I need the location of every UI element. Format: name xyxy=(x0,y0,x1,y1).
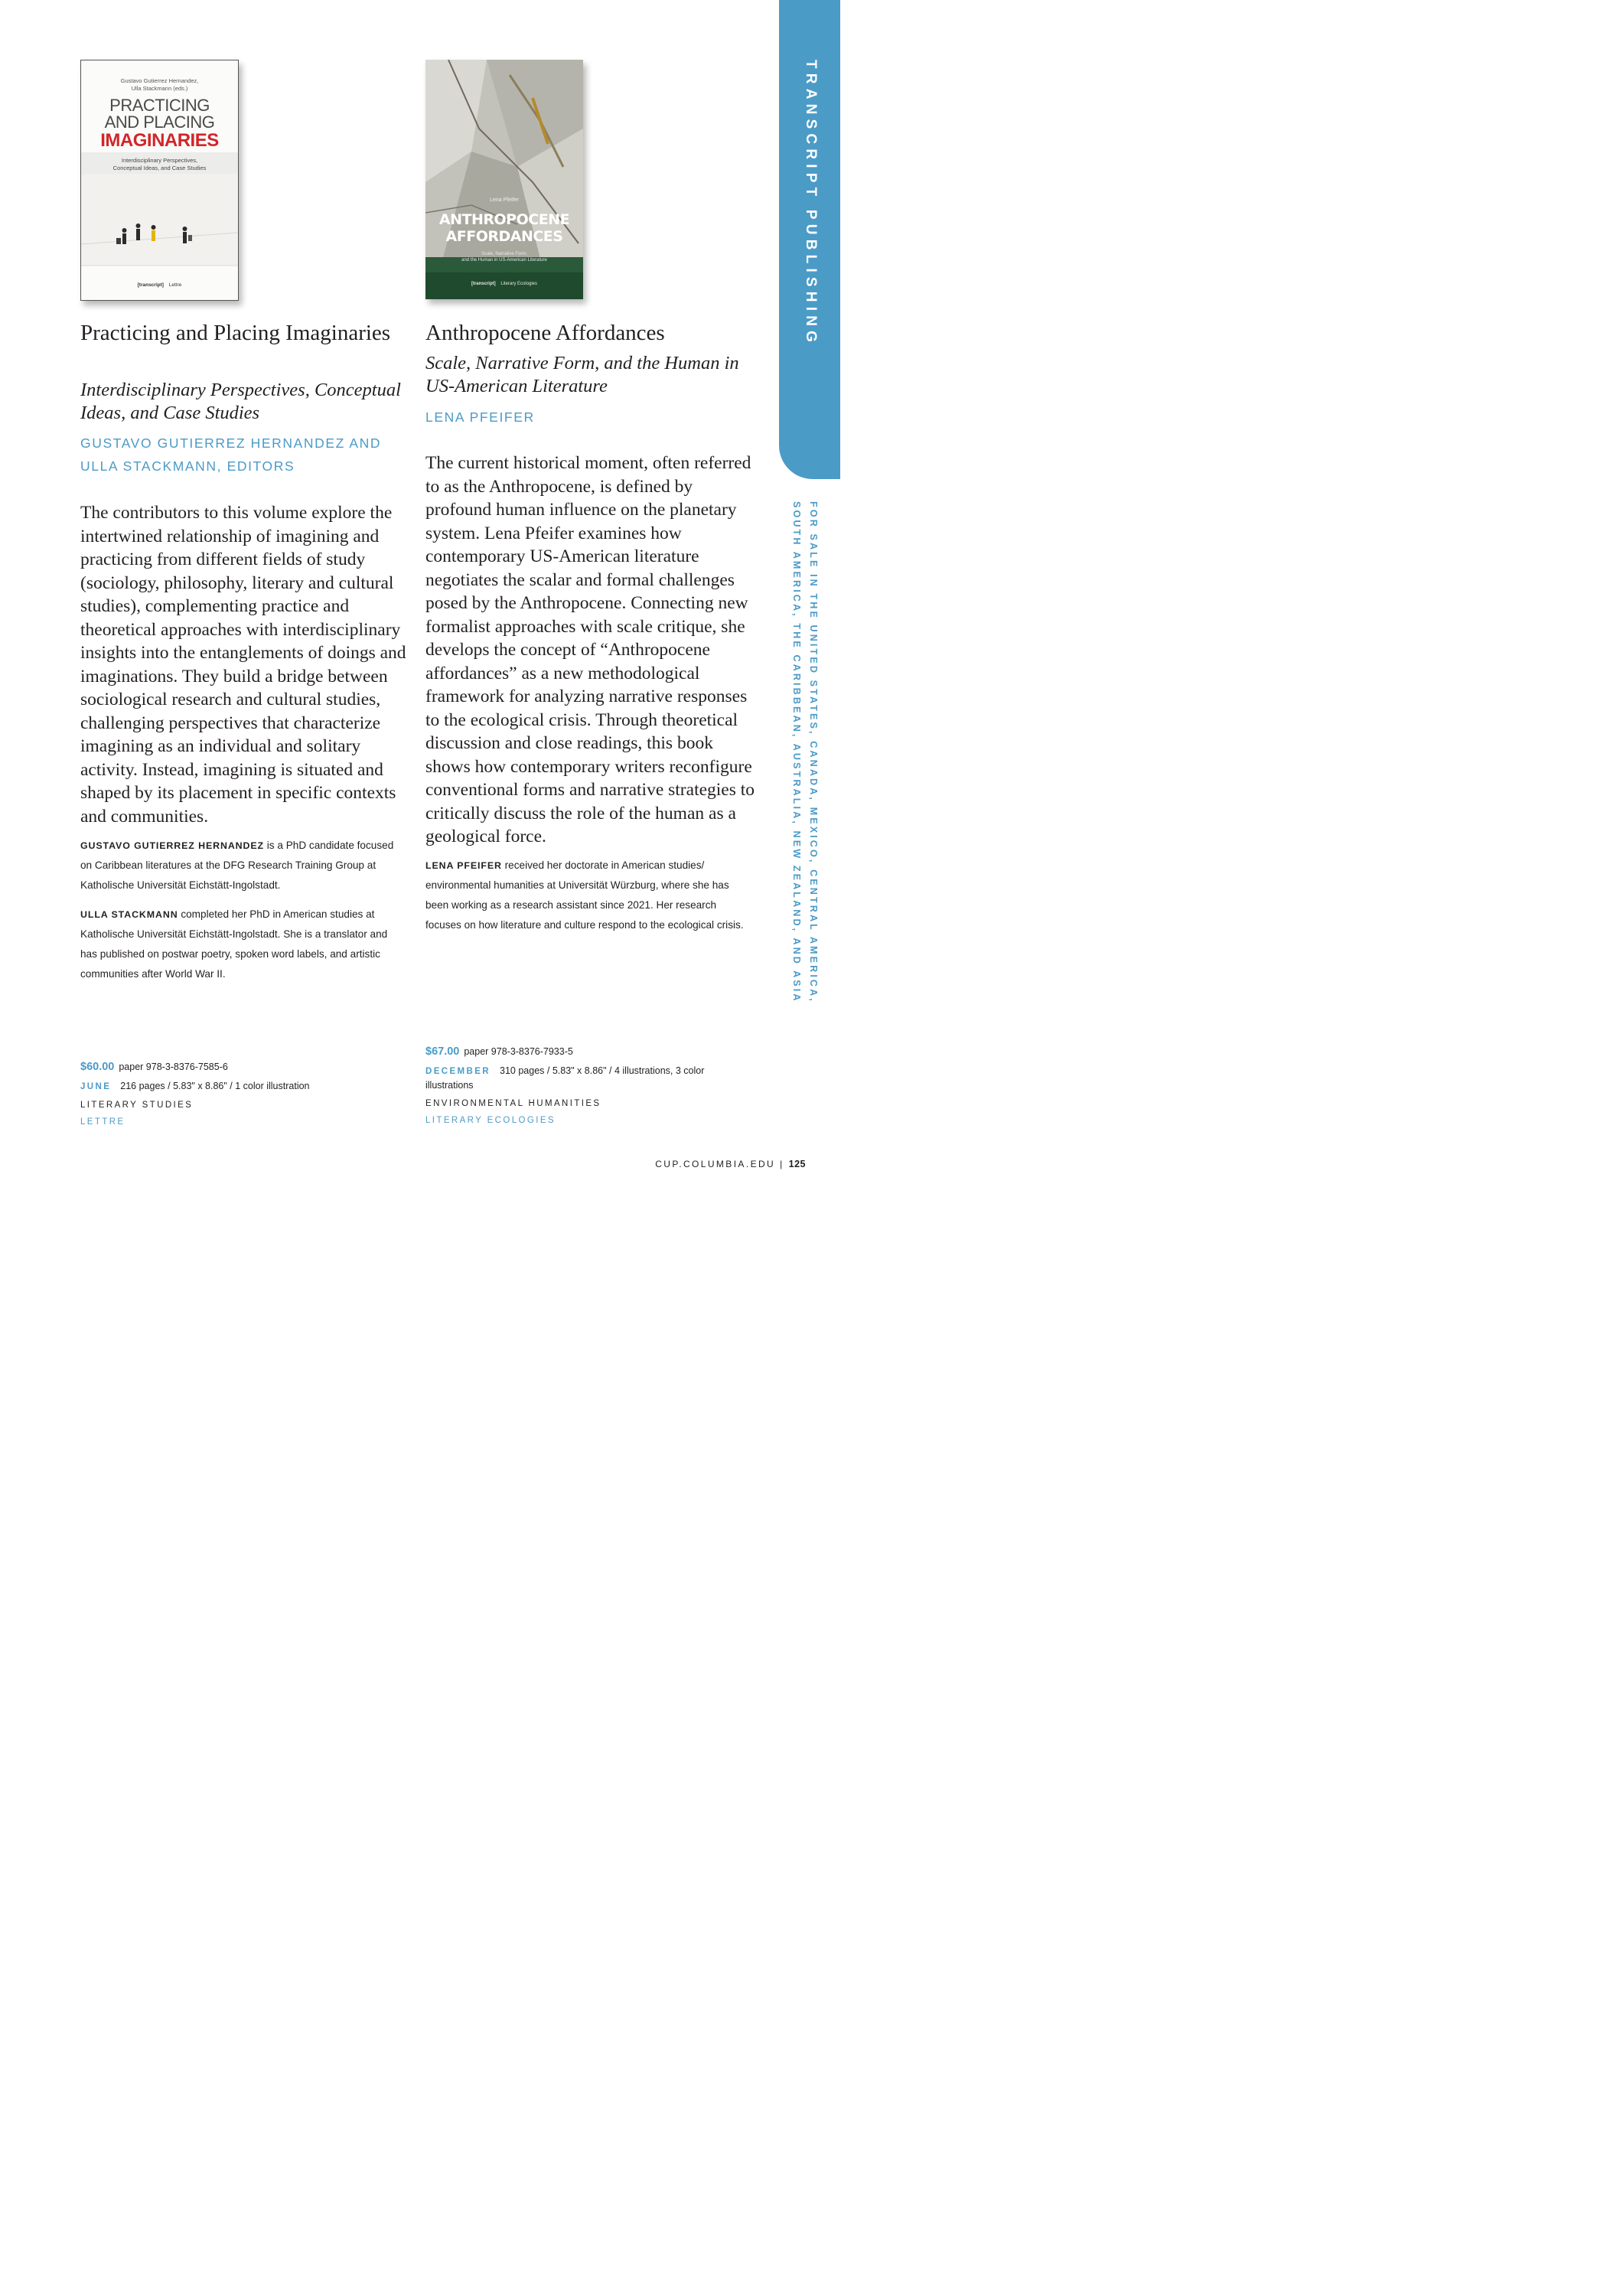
author-bio-name: LENA PFEIFER xyxy=(425,860,502,871)
book-price: $67.00 xyxy=(425,1045,460,1058)
book-cover-anthropocene-affordances[interactable] xyxy=(425,60,583,299)
author-bio-text: completed her PhD in American studies at Katholische Universität Eichstätt-Ingolstadt. She is a translator and has published on postwar poetry, spoken word labels, and artistic communities after World War II. xyxy=(80,908,388,980)
cover-series: Literary Ecologies xyxy=(500,282,538,286)
cover-title-line-2: AFFORDANCES xyxy=(445,228,563,245)
book-series[interactable]: LITERARY ECOLOGIES xyxy=(425,1116,556,1125)
book-format-isbn: paper 978-3-8376-7585-6 xyxy=(119,1062,228,1072)
cover-art xyxy=(425,60,583,299)
book-format-isbn: paper 978-3-8376-7933-5 xyxy=(464,1046,573,1057)
footer-separator: | xyxy=(780,1159,784,1169)
book-subject: LITERARY STUDIES xyxy=(80,1101,194,1110)
pub-month: DECEMBER xyxy=(425,1067,491,1076)
price-line xyxy=(425,1045,747,1058)
book-authors: GUSTAVO GUTIERREZ HERNANDEZ AND ULLA STACKMANN, EDITORS xyxy=(80,435,382,474)
territory-notice: FOR SALE IN THE UNITED STATES, CANADA, MEXICO, CENTRAL AMERICA, SOUTH AMERICA, THE CARIBBEAN, AUSTRALIA, NEW ZEALAND, AND ASIA xyxy=(791,501,819,1003)
cover-title-line-3: IMAGINARIES xyxy=(100,130,219,151)
footer-website[interactable]: CUP.COLUMBIA.EDU xyxy=(655,1159,776,1169)
page-footer xyxy=(655,1159,806,1169)
book-subtitle: Scale, Narrative Form, and the Human in US-American Literature xyxy=(425,353,739,396)
pub-info-line xyxy=(425,1064,747,1092)
section-tab-label: TRANSCRIPT PUBLISHING xyxy=(803,60,819,347)
cover-subtitle-line-1: Interdisciplinary Perspectives, xyxy=(121,157,198,164)
cover-subtitle-line-1: Scale, Narrative Form, xyxy=(481,252,527,256)
page-number: 125 xyxy=(788,1159,806,1169)
cover-series: Lettre xyxy=(168,282,182,288)
book-subject: ENVIRONMENTAL HUMANITIES xyxy=(425,1099,601,1108)
book-subtitle: Interdisciplinary Perspectives, Conceptual Ideas, and Case Studies xyxy=(80,380,401,423)
book-metadata xyxy=(425,1045,747,1125)
cover-author: Lena Pfeifer xyxy=(490,197,519,203)
cover-subtitle-line-2: Conceptual Ideas, and Case Studies xyxy=(112,165,207,171)
price-line xyxy=(80,1061,402,1073)
cover-editors-2: Ulla Stackmann (eds.) xyxy=(131,85,188,92)
cover-editors: Gustavo Gutierrez Hernandez, xyxy=(120,77,199,84)
book-specs: 310 pages / 5.83" x 8.86" / 4 illustrations, 3 color illustrations xyxy=(425,1065,705,1091)
book-price: $60.00 xyxy=(80,1061,115,1073)
book-description: The contributors to this volume explore the intertwined relationship of imagining and practicing from different fields of study (sociology, philosophy, literary and cultural studies), complementing practice and theoretical approaches with interdisciplinary insights into the entanglements of doings and imaginations. They build a bridge between sociological research and cultural studies, challenging perspectives that characterize imagining as an individual and solitary activity. Instead, imagining is situated and shaped by its placement in specific contexts and communities. xyxy=(80,503,406,827)
pub-month: JUNE xyxy=(80,1082,112,1091)
cover-title-line-1: PRACTICING xyxy=(109,96,210,115)
cover-title-line-1: ANTHROPOCENE xyxy=(438,211,570,228)
author-bio xyxy=(80,905,402,984)
book-cover-practicing-placing-imaginaries[interactable] xyxy=(80,60,239,301)
book-title: Anthropocene Affordances xyxy=(425,321,665,345)
book-metadata xyxy=(80,1061,402,1127)
cover-subtitle-line-2: and the Human in US-American Literature xyxy=(461,258,547,263)
author-bio xyxy=(425,856,747,935)
author-bio xyxy=(80,836,402,895)
author-bio-text: received her doctorate in American studies/ environmental humanities at Universität Würzburg, where she has been working as a research assistant since 2021. Her research focuses on how literature and culture respond to the ecological crisis. xyxy=(425,859,744,931)
book-specs: 216 pages / 5.83" x 8.86" / 1 color illustration xyxy=(120,1081,310,1091)
cover-publisher-logo: [transcript] xyxy=(137,282,164,288)
author-bio-name: ULLA STACKMANN xyxy=(80,909,178,920)
book-authors: LENA PFEIFER xyxy=(425,409,535,425)
author-bio-text: is a PhD candidate focused on Caribbean literatures at the DFG Research Training Group at Katholische Universität Eichstätt-Ingolstadt. xyxy=(80,840,394,891)
book-description: The current historical moment, often referred to as the Anthropocene, is defined by profound human influence on the planetary system. Lena Pfeifer examines how contemporary US-American literature negotiates the scalar and formal challenges posed by the Anthropocene. Connecting new formalist approaches with scale critique, she develops the concept of “Anthropocene affordances” as a new methodological framework for analyzing narrative responses to the ecological crisis. Through theoretical discussion and close readings, this book shows how contemporary writers reconfigure conventional forms and narrative strategies to critically discuss the role of the human as a geological force. xyxy=(425,453,755,846)
book-title: Practicing and Placing Imaginaries xyxy=(80,321,391,345)
book-series[interactable]: LETTRE xyxy=(80,1117,125,1127)
cover-publisher-logo: [transcript] xyxy=(471,282,496,286)
cover-title-line-2: AND PLACING xyxy=(104,113,215,132)
pub-info-line xyxy=(80,1079,402,1094)
author-bio-name: GUSTAVO GUTIERREZ HERNANDEZ xyxy=(80,840,264,851)
